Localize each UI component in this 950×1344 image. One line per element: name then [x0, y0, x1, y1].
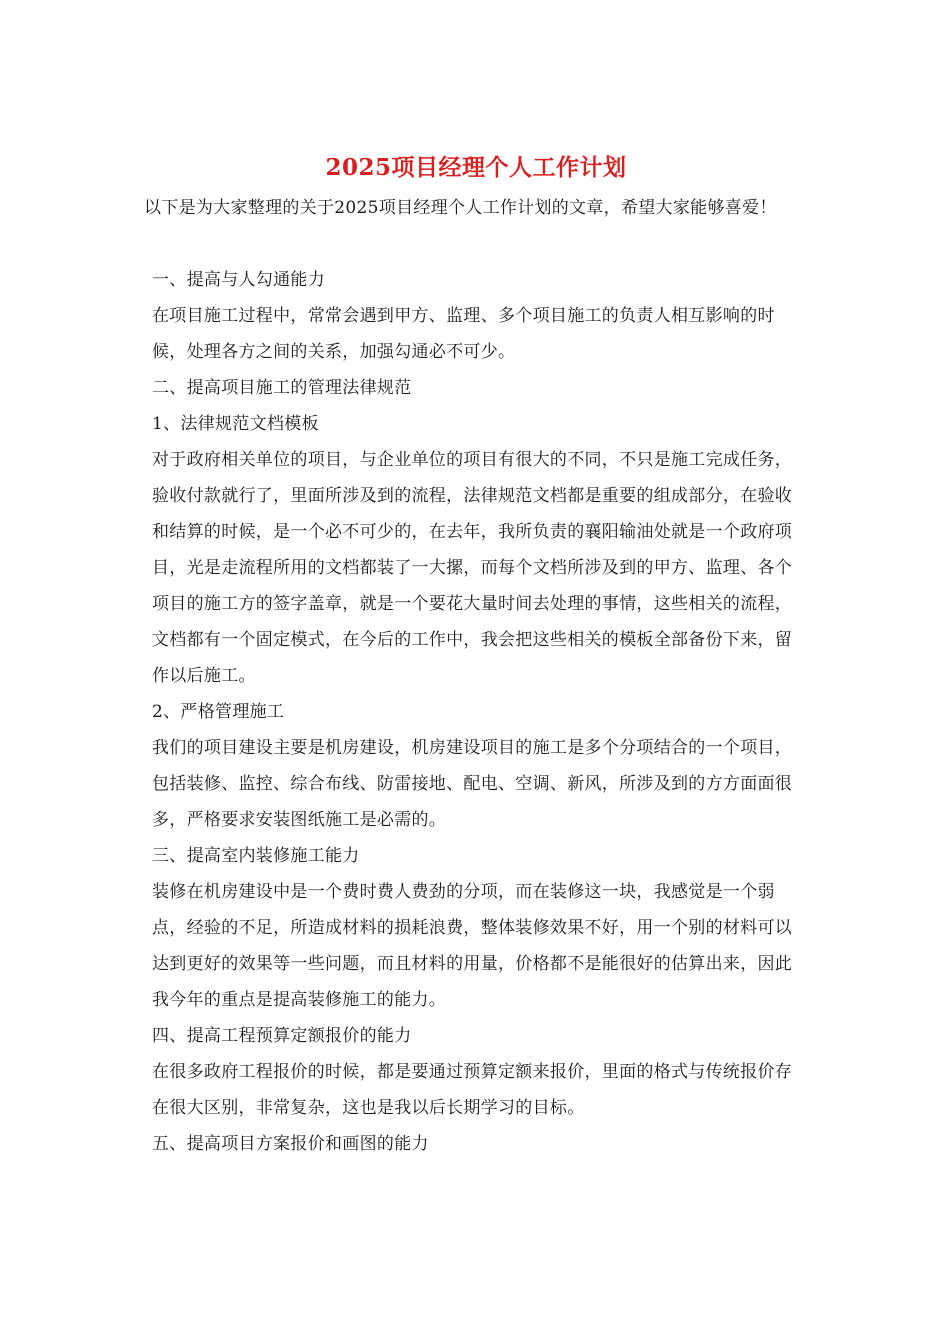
document-page	[144, 148, 808, 1162]
section-2-2-heading: 2、严格管理施工	[152, 702, 285, 722]
section-4-paragraph: 在很多政府工程报价的时候，都是要通过预算定额来报价，里面的格式与传统报价存在很大区别，非常复杂，这也是我以后长期学习的目标。	[152, 1062, 793, 1118]
intro-paragraph: 以下是为大家整理的关于2025项目经理个人工作计划的文章，希望大家能够喜爱！	[144, 198, 777, 218]
document-title: 2025项目经理个人工作计划	[325, 154, 627, 181]
section-2-2-paragraph: 我们的项目建设主要是机房建设，机房建设项目的施工是多个分项结合的一个项目，包括装修、监控、综合布线、防雷接地、配电、空调、新风，所涉及到的方方面面很多，严格要求安装图纸施工是必需的。	[152, 738, 793, 830]
section-5-heading: 五、提高项目方案报价和画图的能力	[152, 1134, 429, 1154]
section-2-heading: 二、提高项目施工的管理法律规范	[152, 378, 412, 398]
section-3-paragraph: 装修在机房建设中是一个费时费人费劲的分项，而在装修这一块，我感觉是一个弱点，经验的不足，所造成材料的损耗浪费，整体装修效果不好，用一个别的材料可以达到更好的效果等一些问题，而且材料的用量，价格都不是能很好的估算出来，因此我今年的重点是提高装修施工的能力。	[152, 882, 793, 1010]
section-1-paragraph: 在项目施工过程中，常常会遇到甲方、监理、多个项目施工的负责人相互影响的时候，处理各方之间的关系，加强勾通必不可少。	[152, 306, 775, 362]
section-1-heading: 一、提高与人勾通能力	[152, 270, 325, 290]
section-4-heading: 四、提高工程预算定额报价的能力	[152, 1026, 412, 1046]
section-2-1-paragraph: 对于政府相关单位的项目，与企业单位的项目有很大的不同，不只是施工完成任务，验收付款就行了，里面所涉及到的流程，法律规范文档都是重要的组成部分，在验收和结算的时候，是一个必不可少的，在去年，我所负责的襄阳输油处就是一个政府项目，光是走流程所用的文档都装了一大摞，而每个文档所涉及到的甲方、监理、各个项目的施工方的签字盖章，就是一个要花大量时间去处理的事情，这些相关的流程，文档都有一个固定模式，在今后的工作中，我会把这些相关的模板全部备份下来，留作以后施工。	[152, 450, 793, 686]
section-2-1-heading: 1、法律规范文档模板	[152, 414, 319, 434]
section-3-heading: 三、提高室内装修施工能力	[152, 846, 360, 866]
